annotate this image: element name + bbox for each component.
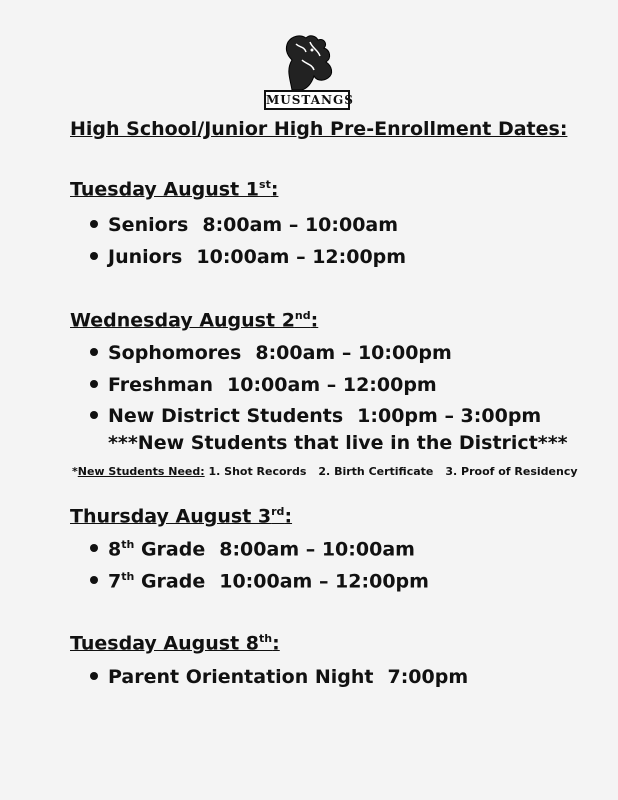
list-item: Seniors 8:00am – 10:00am: [90, 214, 398, 236]
bullet-icon: [90, 380, 98, 388]
bullet-icon: [90, 252, 98, 260]
bullet-icon: [90, 544, 98, 552]
day-heading-tuesday-aug-1: Tuesday August 1st:: [70, 178, 279, 201]
day-heading-thursday-aug-3: Thursday August 3rd:: [70, 505, 293, 528]
page-title: High School/Junior High Pre-Enrollment Dates:: [70, 118, 568, 140]
new-students-note: ***New Students that live in the District***: [108, 432, 568, 454]
bullet-icon: [90, 576, 98, 584]
bullet-icon: [90, 411, 98, 419]
list-item: Juniors 10:00am – 12:00pm: [90, 246, 406, 268]
list-item: Sophomores 8:00am – 10:00pm: [90, 342, 452, 364]
bullet-icon: [90, 220, 98, 228]
list-item: 7th Grade 10:00am – 12:00pm: [90, 570, 429, 592]
list-item: Freshman 10:00am – 12:00pm: [90, 374, 437, 396]
logo-wordmark: MUSTANGS: [264, 90, 350, 110]
day-heading-tuesday-aug-8: Tuesday August 8th:: [70, 632, 280, 655]
bullet-icon: [90, 672, 98, 680]
list-item: Parent Orientation Night 7:00pm: [90, 666, 468, 688]
list-item: New District Students 1:00pm – 3:00pm: [90, 405, 541, 427]
day-heading-wednesday-aug-2: Wednesday August 2nd:: [70, 309, 319, 332]
list-item: 8th Grade 8:00am – 10:00am: [90, 538, 415, 560]
new-students-requirements: *New Students Need: 1. Shot Records 2. Birth Certificate 3. Proof of Residency: [72, 465, 578, 478]
bullet-icon: [90, 348, 98, 356]
